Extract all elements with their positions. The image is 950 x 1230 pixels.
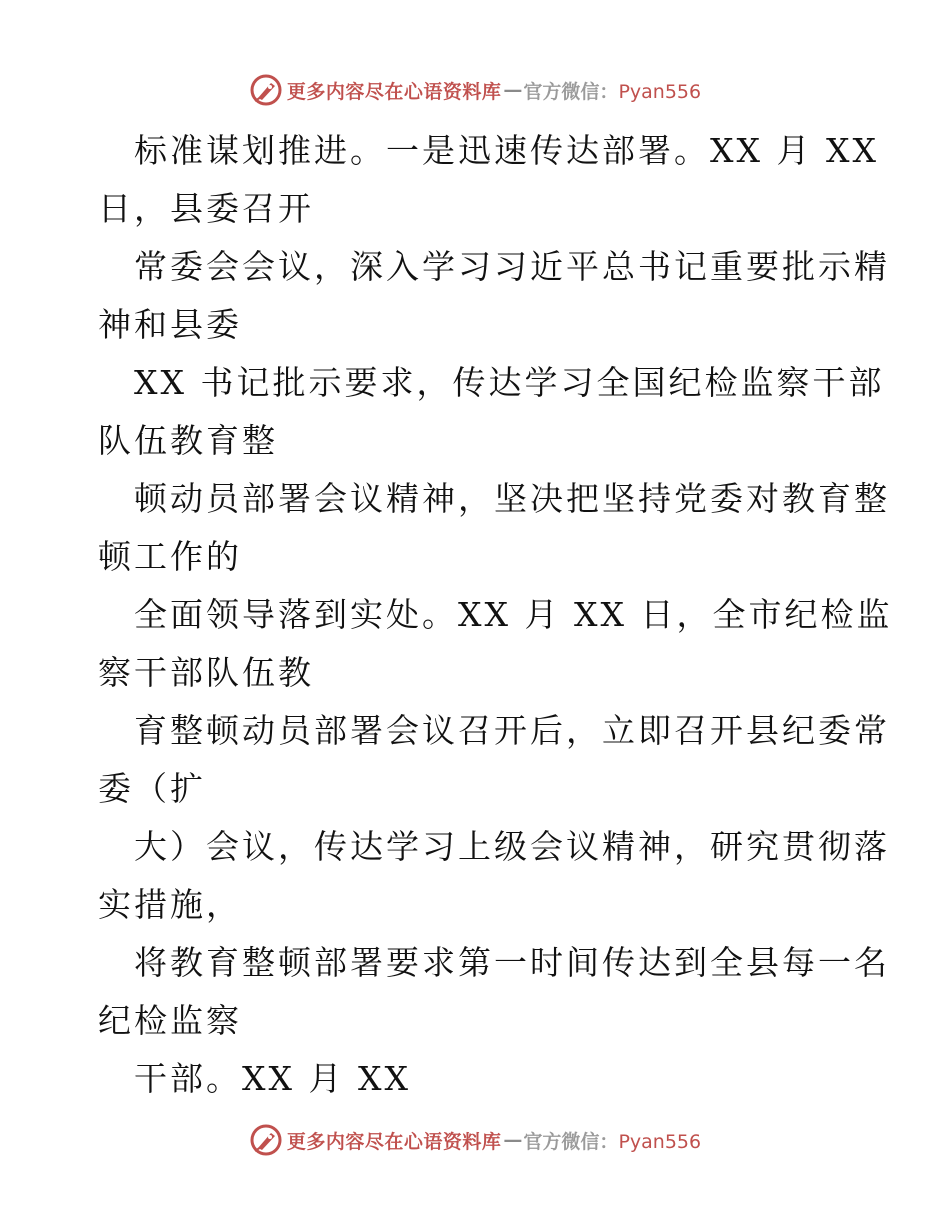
contact-id: Pyan556 [618, 80, 702, 103]
banner-title: 更多内容尽在心语资料库 [286, 1130, 502, 1153]
banner-contact [523, 77, 701, 104]
text-line: 常委会会议，深入学习习近平总书记重要批示精 [134, 247, 890, 286]
pen-nib-logo-icon [249, 1123, 283, 1157]
contact-label: 官方微信： [523, 80, 619, 103]
text-line: 察干部队伍教 [98, 653, 314, 692]
text-line: 实措施， [98, 885, 242, 924]
text-line: 干部。XX 月 XX [134, 1059, 411, 1098]
text-line: XX 书记批示要求，传达学习全国纪检监察干部 [134, 363, 885, 402]
text-line: 顿工作的 [98, 537, 242, 576]
text-line: 全面领导落到实处。XX 月 XX 日，全市纪检监 [134, 595, 893, 634]
banner-separator: — [503, 79, 522, 101]
text-line: 大）会议，传达学习上级会议精神，研究贯彻落 [134, 827, 890, 866]
text-line: 委（扩 [98, 769, 206, 808]
contact-id: Pyan556 [618, 1130, 702, 1153]
text-line: 神和县委 [98, 305, 242, 344]
text-line: 队伍教育整 [98, 421, 278, 460]
banner-contact [523, 1127, 701, 1154]
text-line: 日，县委召开 [98, 189, 314, 228]
text-line: 育整顿动员部署会议召开后，立即召开县纪委常 [134, 711, 890, 750]
contact-label: 官方微信： [523, 1130, 619, 1153]
pen-nib-logo-icon [249, 73, 283, 107]
text-line: 将教育整顿部署要求第一时间传达到全县每一名 [134, 943, 890, 982]
text-line: 纪检监察 [98, 1001, 242, 1040]
text-line: 标准谋划推进。一是迅速传达部署。XX 月 XX [134, 131, 879, 170]
text-line: 顿动员部署会议精神，坚决把坚持党委对教育整 [134, 479, 890, 518]
header-banner [0, 70, 950, 110]
banner-separator: — [503, 1129, 522, 1151]
footer-banner [0, 1120, 950, 1160]
document-body [98, 122, 893, 1108]
banner-title: 更多内容尽在心语资料库 [286, 80, 502, 103]
